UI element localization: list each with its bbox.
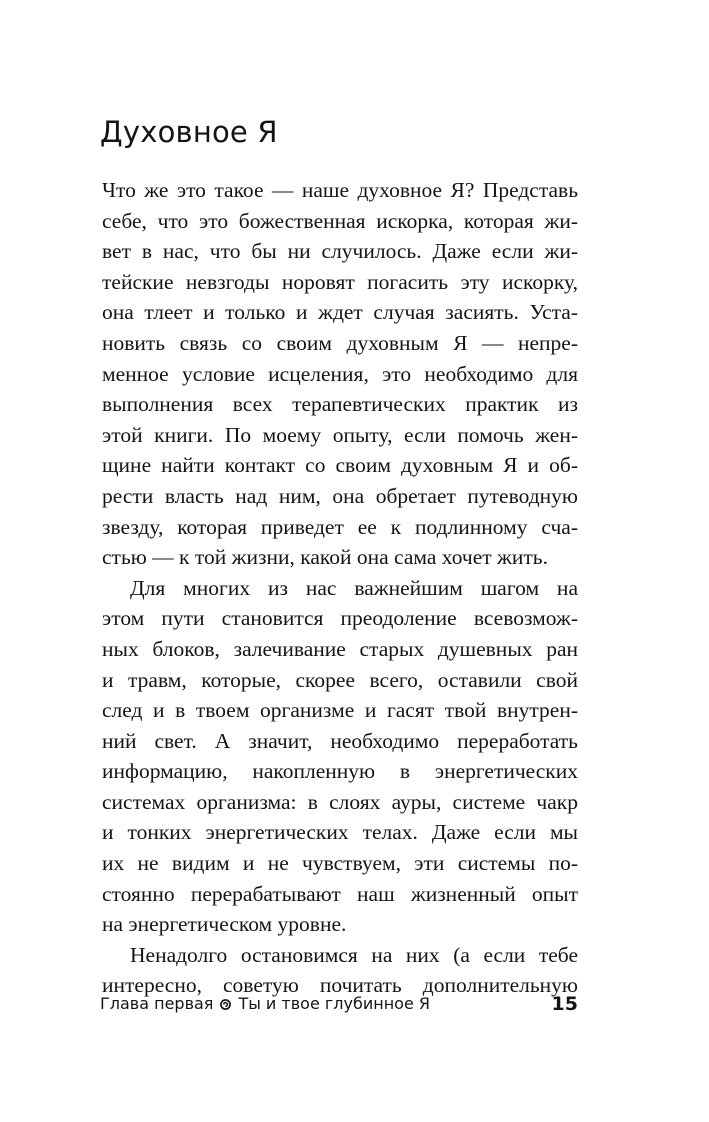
text-line: рести власть над ним, она обретает путеводную: [102, 483, 578, 508]
text-line: на энергетическом уровне.: [102, 912, 347, 937]
text-line: тейские невзгоды норовят погасить эту искорку,: [102, 269, 578, 294]
text-line: стью — к той жизни, какой она сама хочет жить.: [102, 545, 548, 570]
text-line: вет в нас, что бы ни случилось. Даже если жи-: [102, 239, 578, 264]
text-line: и тонких энергетических телах. Даже если мы: [102, 820, 578, 845]
text-line: менное условие исцеления, это необходимо для: [102, 361, 578, 386]
running-title: [100, 990, 430, 1018]
text-line: этой книги. По моему опыту, если помочь жен-: [102, 422, 578, 447]
paragraph-1: [102, 175, 578, 573]
text-line: она тлеет и только и ждет случая засиять. Уста-: [102, 300, 578, 325]
spiral-icon: [220, 999, 231, 1010]
section-heading: Духовное Я: [100, 115, 278, 149]
text-line: щине найти контакт со своим духовным Я и об-: [102, 453, 578, 478]
text-line: звезду, которая приведет ее к подлинному сча-: [102, 514, 578, 539]
chapter-title: Ты и твое глубинное Я: [238, 994, 431, 1013]
text-line: след и в твоем организме и гасят твой внутрен-: [102, 698, 578, 723]
text-line: Ненадолго остановимся на них (а если тебе: [130, 942, 578, 967]
text-line: информацию, накопленную в энергетических: [102, 759, 578, 784]
body-text: [102, 175, 578, 1001]
text-line: стоянно перерабатывают наш жизненный опыт: [102, 881, 578, 906]
text-line: их не видим и не чувствуем, эти системы по-: [102, 851, 578, 876]
page-number: 15: [551, 993, 578, 1015]
text-line: ний свет. А значит, необходимо переработать: [102, 728, 578, 753]
chapter-label: Глава первая: [100, 994, 214, 1013]
text-line: и травм, которые, скорее всего, оставили свой: [102, 667, 578, 692]
text-line: Что же это такое — наше духовное Я? Представь: [102, 178, 578, 202]
text-line: системах организма: в слоях ауры, системе чакр: [102, 789, 578, 814]
paragraph-2: [102, 573, 578, 940]
text-line: себе, что это божественная искорка, которая жи-: [102, 208, 578, 233]
text-line: интересно, советую почитать дополнительную: [102, 973, 578, 998]
text-line: выполнения всех терапевтических практик из: [102, 392, 578, 417]
text-line: новить связь со своим духовным Я — непре-: [102, 330, 578, 355]
text-line: ных блоков, залечивание старых душевных ран: [102, 636, 578, 661]
text-line: этом пути становится преодоление всевозмож-: [102, 606, 578, 631]
page-footer: [100, 990, 578, 1018]
text-line: Для многих из нас важнейшим шагом на: [130, 575, 578, 600]
